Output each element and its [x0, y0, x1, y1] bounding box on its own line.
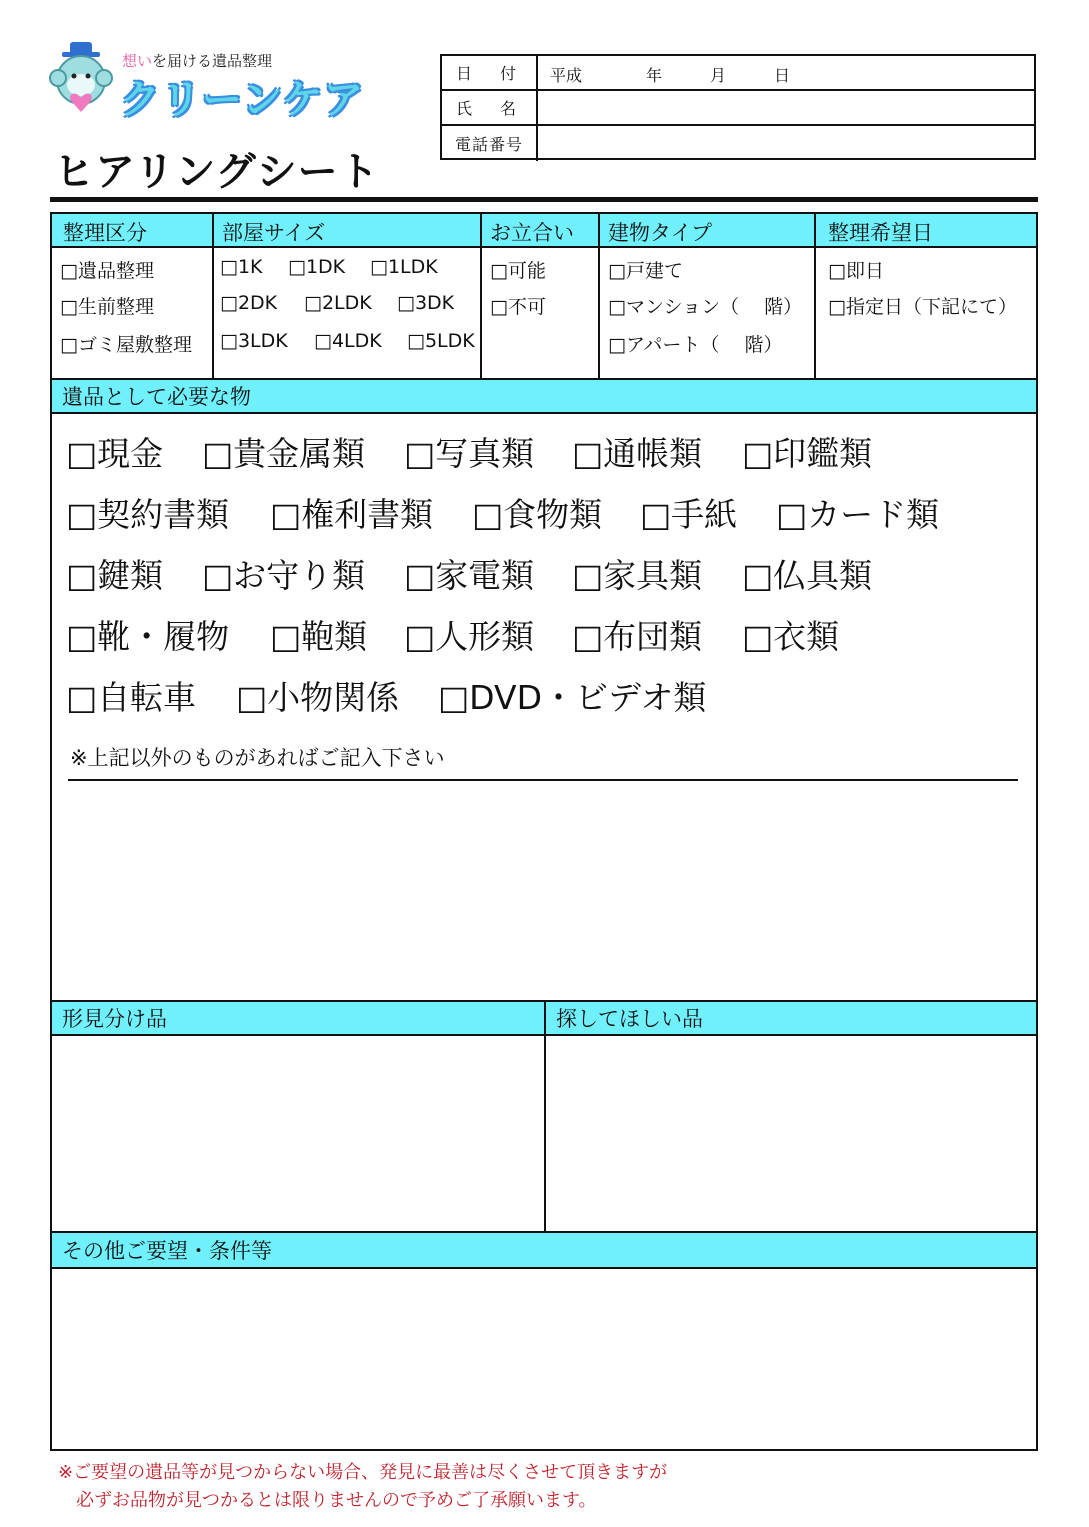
date-label: 日 付: [442, 56, 538, 89]
footer-note-2: 必ずお品物が見つかるとは限りませんので予めご了承願います。: [76, 1490, 597, 1511]
divider: [598, 214, 600, 380]
needed-item[interactable]: □鞄類: [270, 617, 368, 656]
other-field[interactable]: [52, 1271, 1036, 1447]
needed-item[interactable]: □契約書類: [66, 495, 230, 534]
option-checkbox[interactable]: □3LDK: [220, 330, 288, 352]
needed-item[interactable]: □貴金属類: [202, 434, 366, 473]
date-row: [442, 56, 1034, 91]
date-field[interactable]: 平成 年 月 日: [550, 66, 791, 85]
option-checkbox[interactable]: □即日: [828, 260, 884, 282]
mascot-icon: [48, 40, 118, 122]
needed-item[interactable]: □布団類: [572, 617, 703, 656]
needed-item[interactable]: □自転車: [66, 678, 197, 717]
needed-item[interactable]: □仏具類: [742, 556, 873, 595]
needed-item[interactable]: □家電類: [404, 556, 535, 595]
needed-header: 遺品として必要な物: [52, 380, 1036, 414]
option-checkbox[interactable]: □戸建て: [608, 260, 683, 282]
keepsakes-header: 形見分け品: [52, 1002, 544, 1036]
needed-item[interactable]: □印鑑類: [742, 434, 873, 473]
needed-item[interactable]: □家具類: [572, 556, 703, 595]
info-table: [440, 54, 1036, 160]
footer-note-1: ※ご要望の遺品等が見つからない場合、発見に最善は尽くさせて頂きますが: [58, 1462, 668, 1483]
needed-item[interactable]: □靴・履物: [66, 617, 230, 656]
needed-item[interactable]: □写真類: [404, 434, 535, 473]
building-header: 建物タイプ: [608, 221, 712, 245]
title-divider: [50, 197, 1038, 202]
tagline-rest: を届ける遺品整理: [152, 52, 273, 70]
form-frame: [50, 212, 1038, 1451]
needed-item[interactable]: □手紙: [640, 495, 738, 534]
needed-item[interactable]: □カード類: [776, 495, 940, 534]
option-checkbox[interactable]: □3DK: [397, 292, 455, 314]
logo: [48, 40, 368, 130]
option-checkbox[interactable]: □1LDK: [370, 256, 438, 278]
search-header: 探してほしい品: [546, 1002, 1036, 1036]
option-checkbox[interactable]: □生前整理: [60, 296, 154, 318]
write-line[interactable]: [68, 779, 1018, 781]
divider: [480, 214, 482, 380]
needed-item[interactable]: □小物関係: [236, 678, 400, 717]
divider: [544, 1002, 546, 1232]
tagline-highlight: 想い: [122, 52, 153, 70]
other-header: その他ご要望・条件等: [52, 1233, 1036, 1269]
needed-item[interactable]: □通帳類: [572, 434, 703, 473]
option-checkbox[interactable]: □5LDK: [407, 330, 475, 352]
seiri-header: 整理区分: [63, 221, 147, 245]
brand-name: クリーンケア: [120, 77, 365, 123]
room-header: 部屋サイズ: [222, 221, 326, 245]
date-header: 整理希望日: [828, 221, 933, 245]
phone-label: 電話番号: [442, 126, 538, 161]
needed-item[interactable]: □お守り類: [202, 556, 366, 595]
needed-item[interactable]: □衣類: [742, 617, 840, 656]
divider: [814, 214, 816, 380]
needed-item[interactable]: □現金: [66, 434, 164, 473]
needed-item[interactable]: □食物類: [472, 495, 603, 534]
attend-header: お立合い: [490, 221, 574, 245]
option-checkbox[interactable]: □遺品整理: [60, 260, 154, 282]
option-checkbox[interactable]: □ゴミ屋敷整理: [60, 334, 192, 356]
needed-item[interactable]: □権利書類: [270, 495, 434, 534]
phone-row: [442, 126, 1034, 161]
option-checkbox[interactable]: □アパート（ 階）: [608, 334, 783, 356]
option-checkbox[interactable]: □2DK: [220, 292, 278, 314]
keepsakes-field[interactable]: [52, 1038, 542, 1230]
search-field[interactable]: [548, 1038, 1036, 1230]
option-checkbox[interactable]: □4LDK: [314, 330, 382, 352]
option-checkbox[interactable]: □指定日（下記にて）: [828, 296, 1017, 318]
name-row: [442, 91, 1034, 126]
divider: [212, 214, 214, 380]
needed-note: ※上記以外のものがあればご記入下さい: [70, 746, 445, 770]
option-checkbox[interactable]: □不可: [490, 296, 546, 318]
needed-item[interactable]: □人形類: [404, 617, 535, 656]
needed-item[interactable]: □DVD・ビデオ類: [438, 678, 707, 717]
needed-item[interactable]: □鍵類: [66, 556, 164, 595]
option-checkbox[interactable]: □マンション（ 階）: [608, 296, 803, 318]
option-checkbox[interactable]: □2LDK: [304, 292, 372, 314]
option-checkbox[interactable]: □1DK: [288, 256, 346, 278]
option-checkbox[interactable]: □可能: [490, 260, 546, 282]
name-label: 氏 名: [442, 91, 538, 124]
option-checkbox[interactable]: □1K: [220, 256, 263, 278]
page-title: ヒアリングシート: [54, 149, 380, 195]
